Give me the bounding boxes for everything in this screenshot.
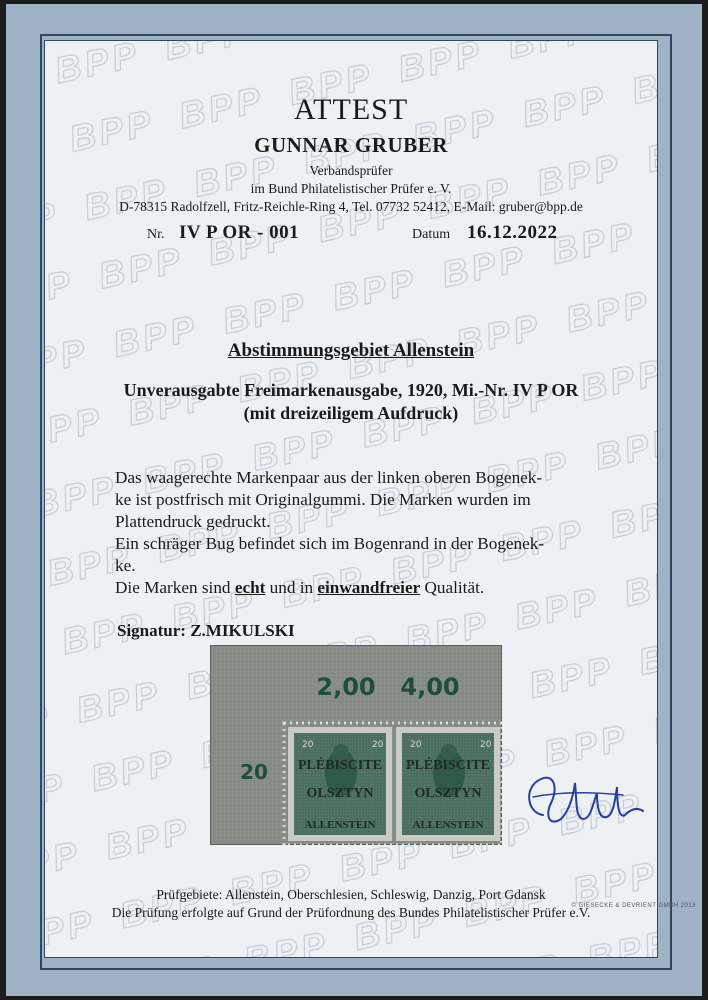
- svg-text:PLÉBISCITE: PLÉBISCITE: [405, 758, 491, 773]
- svg-text:20: 20: [480, 740, 492, 750]
- printer-copyright: © GIESECKE & DEVRIENT GMBH 2013: [571, 903, 696, 909]
- stamp-pair-photo: [210, 645, 502, 845]
- svg-text:ALLENSTEIN: ALLENSTEIN: [412, 819, 484, 831]
- body-paragraph-line: ke.: [115, 556, 136, 575]
- svg-text:20: 20: [372, 740, 384, 750]
- handwritten-signature: [513, 757, 653, 847]
- certificate-body: [44, 40, 658, 958]
- certificate-number: IV P OR - 001: [179, 222, 300, 243]
- subject-issue: Unverausgabte Freimarkenausgabe, 1920, Mi.-Nr. IV P OR: [123, 380, 579, 400]
- subject-heading: Abstimmungsgebiet Allenstein: [227, 340, 475, 361]
- verdict-genuine: echt: [234, 578, 266, 597]
- verdict-text: Qualität.: [420, 578, 485, 597]
- sheet-side-number: 20: [240, 760, 268, 784]
- svg-text:20: 20: [302, 740, 314, 750]
- footer-exam-rules: Die Prüfung erfolgte auf Grund der Prüfordnung des Bundes Philatelistischer Prüfer e.V.: [111, 905, 591, 920]
- body-paragraph-line: Das waagerechte Markenpaar aus der linken oberen Bogenek-: [115, 468, 543, 487]
- certificate-date: 16.12.2022: [467, 222, 558, 243]
- svg-text:20: 20: [410, 740, 422, 750]
- svg-text:PLÉBISCITE: PLÉBISCITE: [297, 758, 383, 773]
- body-paragraph-line: ke ist postfrisch mit Originalgummi. Die Marken wurden im: [115, 490, 531, 509]
- svg-text:ALLENSTEIN: ALLENSTEIN: [304, 819, 376, 831]
- verdict-line: [115, 577, 595, 599]
- signature-line: Signatur: Z.MIKULSKI: [117, 621, 295, 640]
- attest-title: ATTEST: [293, 93, 409, 126]
- examiner-role: Verbandsprüfer: [309, 163, 393, 178]
- verdict-quality: einwandfreier: [317, 578, 421, 597]
- margin-value-4: 4,00: [400, 673, 460, 701]
- examiner-address: D-78315 Radolfzell, Fritz-Reichle-Ring 4, Tel. 07732 52412, E-Mail: gruber@bpp.de: [119, 199, 583, 214]
- verdict-text: Die Marken sind: [115, 578, 235, 597]
- footer-exam-areas: Prüfgebiete: Allenstein, Oberschlesien, Schleswig, Danzig, Port Gdansk: [156, 887, 546, 902]
- subject-overprint: (mit dreizeiligem Aufdruck): [243, 403, 459, 423]
- verdict-text: und in: [265, 578, 318, 597]
- examiner-name: GUNNAR GRUBER: [254, 133, 448, 157]
- date-label: Datum: [412, 227, 451, 242]
- body-paragraph-line: Plattendruck gedruckt.: [115, 512, 271, 531]
- examiner-association: im Bund Philatelistischer Prüfer e. V.: [250, 181, 452, 196]
- svg-text:OLSZTYN: OLSZTYN: [306, 786, 374, 801]
- body-paragraph-line: Ein schräger Bug befindet sich im Bogenrand in der Bogenek-: [115, 534, 545, 553]
- number-label: Nr.: [147, 227, 165, 242]
- margin-value-2: 2,00: [316, 673, 376, 701]
- svg-text:OLSZTYN: OLSZTYN: [414, 786, 482, 801]
